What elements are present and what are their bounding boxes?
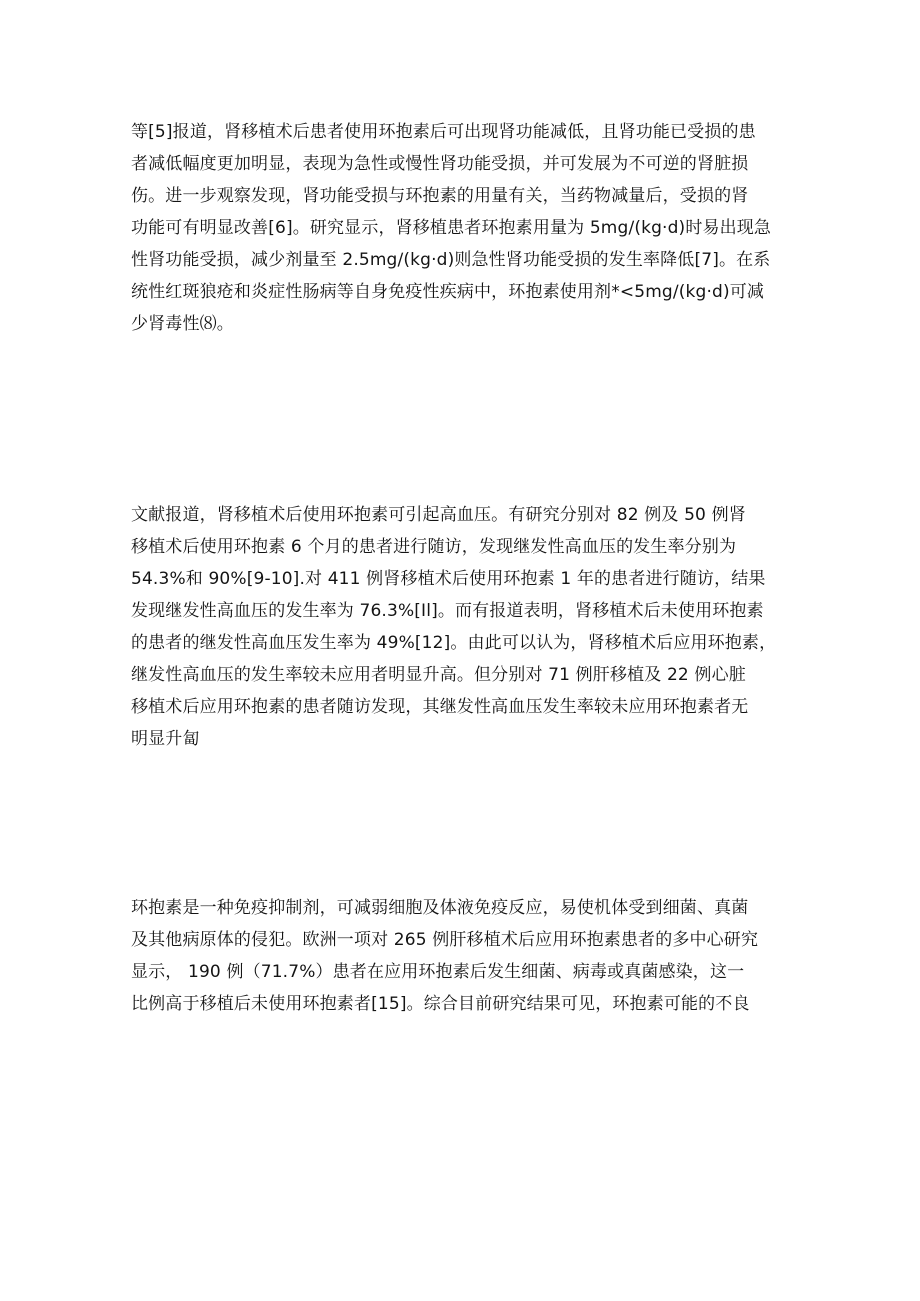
- text-line: 及其他病原体的侵犯。欧洲一项对 265 例肝移植术后应用环抱素患者的多中心研究: [131, 930, 759, 950]
- text-line: 发现继发性高血压的发生率为 76.3%[Il]。而有报道表明，肾移植术后未使用环抱素: [131, 601, 764, 621]
- paragraph-infection: [131, 892, 811, 1020]
- text-line: 者减低幅度更加明显，表现为急性或慢性肾功能受损，并可发展为不可逆的肾脏损: [131, 154, 749, 174]
- text-line: 性肾功能受损，减少剂量至 2.5mg∕(kg·d)则急性肾功能受损的发生率降低[7]。在系: [131, 250, 771, 270]
- text-line: 伤。进一步观察发现，肾功能受损与环抱素的用量有关，当药物减量后，受损的肾: [131, 186, 749, 206]
- text-line: 显示， 190 例（71.7%）患者在应用环抱素后发生细菌、病毒或真菌感染，这一: [131, 962, 745, 982]
- text-line: 移植术后使用环抱素 6 个月的患者进行随访，发现继发性高血压的发生率分别为: [131, 537, 737, 557]
- text-line: 少肾毒性⑻。: [131, 314, 234, 334]
- paragraph-renal-function: [131, 116, 811, 340]
- paragraph-hypertension: [131, 499, 811, 755]
- text-line: 文献报道，肾移植术后使用环抱素可引起高血压。有研究分别对 82 例及 50 例肾: [131, 505, 746, 525]
- text-line: 统性红斑狼疮和炎症性肠病等自身免疫性疾病中，环抱素使用剂*<5mg∕(kg·d)可减: [131, 282, 765, 302]
- text-line: 等[5]报道，肾移植术后患者使用环抱素后可出现肾功能减低，且肾功能已受损的患: [131, 122, 756, 142]
- text-line: 比例高于移植后未使用环抱素者[15]。综合目前研究结果可见，环抱素可能的不良: [131, 994, 750, 1014]
- text-line: 继发性高血压的发生率较未应用者明显升高。但分别对 71 例肝移植及 22 例心脏: [131, 665, 746, 685]
- text-line: 移植术后应用环抱素的患者随访发现，其继发性高血压发生率较未应用环抱素者无: [131, 697, 749, 717]
- text-line: 环抱素是一种免疫抑制剂，可减弱细胞及体液免疫反应，易使机体受到细菌、真菌: [131, 898, 749, 918]
- text-line: 54.3%和 90%[9-10].对 411 例肾移植术后使用环抱素 1 年的患者进行随访，结果: [131, 569, 766, 589]
- text-line: 功能可有明显改善[6]。研究显示，肾移植患者环抱素用量为 5mg∕(kg·d)时易出现急: [131, 218, 772, 238]
- text-line: 的患者的继发性高血压发生率为 49%[12]。由此可以认为，肾移植术后应用环抱素，: [131, 633, 777, 653]
- text-line: 明显升匐: [131, 729, 200, 749]
